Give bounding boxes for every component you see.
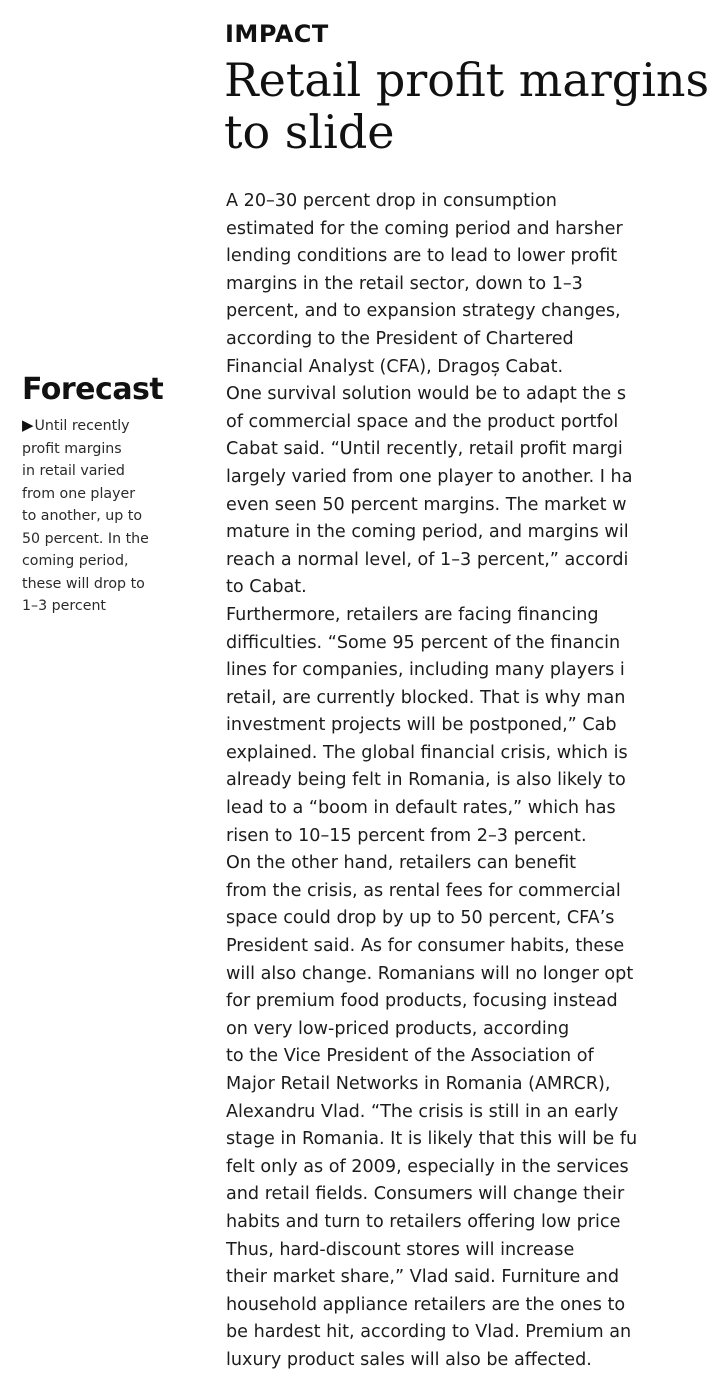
body-line: mature in the coming period, and margins wil xyxy=(226,522,629,543)
sidebar-line xyxy=(22,528,202,551)
body-line: according to the President of Chartered xyxy=(226,328,574,349)
body-line: Furthermore, retailers are facing financing xyxy=(226,604,599,625)
body-line: for premium food products, focusing instead xyxy=(226,991,618,1012)
sidebar-line-text: Until recently xyxy=(34,418,130,434)
body-line: On the other hand, retailers can benefit xyxy=(226,853,577,874)
body-line: to Cabat. xyxy=(226,577,307,598)
body-line: felt only as of 2009, especially in the services xyxy=(226,1156,629,1177)
body-line: Major Retail Networks in Romania (AMRCR), xyxy=(226,1074,611,1094)
body-line: of commercial space and the product portfol xyxy=(226,411,619,432)
body-line: percent, and to expansion strategy changes, xyxy=(226,301,621,322)
section-label: IMPACT xyxy=(225,20,329,48)
sidebar-line-text: in retail varied xyxy=(22,463,125,479)
body-line: stage in Romania. It is likely that this will be fu xyxy=(226,1129,638,1150)
sidebar-line xyxy=(22,460,202,483)
body-line: risen to 10–15 percent from 2–3 percent. xyxy=(226,825,587,846)
body-line: reach a normal level, of 1–3 percent,” accordi xyxy=(226,549,629,570)
body-line: margins in the retail sector, down to 1–3 xyxy=(226,273,583,294)
sidebar-text xyxy=(22,414,202,618)
headline-line: to slide xyxy=(224,105,395,159)
sidebar-line-text: profit margins xyxy=(22,440,122,457)
body-line: explained. The global financial crisis, which is xyxy=(226,742,628,763)
body-line: Financial Analyst (CFA), Dragoș Cabat. xyxy=(226,356,564,377)
body-line: A 20–30 percent drop in consumption xyxy=(226,191,557,211)
body-line: from the crisis, as rental fees for commercial xyxy=(226,880,621,901)
sidebar-line xyxy=(22,505,202,528)
body-line: and retail fields. Consumers will change their xyxy=(226,1184,625,1205)
article-body-text xyxy=(226,188,678,1375)
sidebar-line-text: these will drop to xyxy=(22,575,145,592)
sidebar-line xyxy=(22,438,202,461)
body-line: One survival solution would be to adapt the s xyxy=(226,384,627,405)
sidebar-line-text: from one player xyxy=(22,485,136,502)
body-line: lead to a “boom in default rates,” which has xyxy=(226,798,616,819)
body-line: space could drop by up to 50 percent, CFA’s xyxy=(226,908,615,929)
body-line: their market share,” Vlad said. Furniture and xyxy=(226,1267,620,1288)
body-line: estimated for the coming period and harsher xyxy=(226,218,623,239)
body-line: Cabat said. “Until recently, retail profit margi xyxy=(226,439,623,460)
body-line: largely varied from one player to another. I ha xyxy=(226,466,633,487)
body-line: habits and turn to retailers offering low price xyxy=(226,1211,621,1232)
sidebar-line-text: coming period, xyxy=(22,553,129,569)
body-line: lending conditions are to lead to lower profit xyxy=(226,246,618,267)
body-line: lines for companies, including many players i xyxy=(226,660,625,681)
sidebar-line xyxy=(22,595,202,618)
body-line: difficulties. “Some 95 percent of the financin xyxy=(226,632,621,653)
body-line: already being felt in Romania, is also likely to xyxy=(226,770,626,791)
body-line: Alexandru Vlad. “The crisis is still in an early xyxy=(226,1101,619,1122)
sidebar-line-text: 50 percent. In the xyxy=(22,530,149,547)
body-line: will also change. Romanians will no longer opt xyxy=(226,963,634,984)
article-body xyxy=(226,188,678,1384)
body-line: household appliance retailers are the ones to xyxy=(226,1294,626,1315)
body-line: to the Vice President of the Association of xyxy=(226,1046,594,1067)
sidebar-line xyxy=(22,550,202,573)
body-line: President said. As for consumer habits, these xyxy=(226,936,625,957)
sidebar-title: Forecast xyxy=(22,372,164,407)
body-line: investment projects will be postponed,” Cab xyxy=(226,715,617,736)
body-line: be hardest hit, according to Vlad. Premium an xyxy=(226,1322,632,1343)
article-headline xyxy=(224,53,710,159)
body-line: even seen 50 percent margins. The market w xyxy=(226,494,627,515)
body-line: Thus, hard-discount stores will increase xyxy=(226,1239,575,1260)
sidebar-line xyxy=(22,483,202,506)
body-line: retail, are currently blocked. That is why man xyxy=(226,687,626,708)
sidebar-line xyxy=(22,573,202,596)
body-line: on very low-priced products, according xyxy=(226,1018,570,1039)
sidebar-line xyxy=(22,414,202,438)
sidebar-line-text: 1–3 percent xyxy=(22,598,106,614)
arrow-icon: ▶ xyxy=(22,416,34,434)
headline-line: Retail profit margins xyxy=(224,53,710,107)
sidebar-line-text: to another, up to xyxy=(22,508,143,524)
body-line: luxury product sales will also be affected. xyxy=(226,1349,592,1370)
